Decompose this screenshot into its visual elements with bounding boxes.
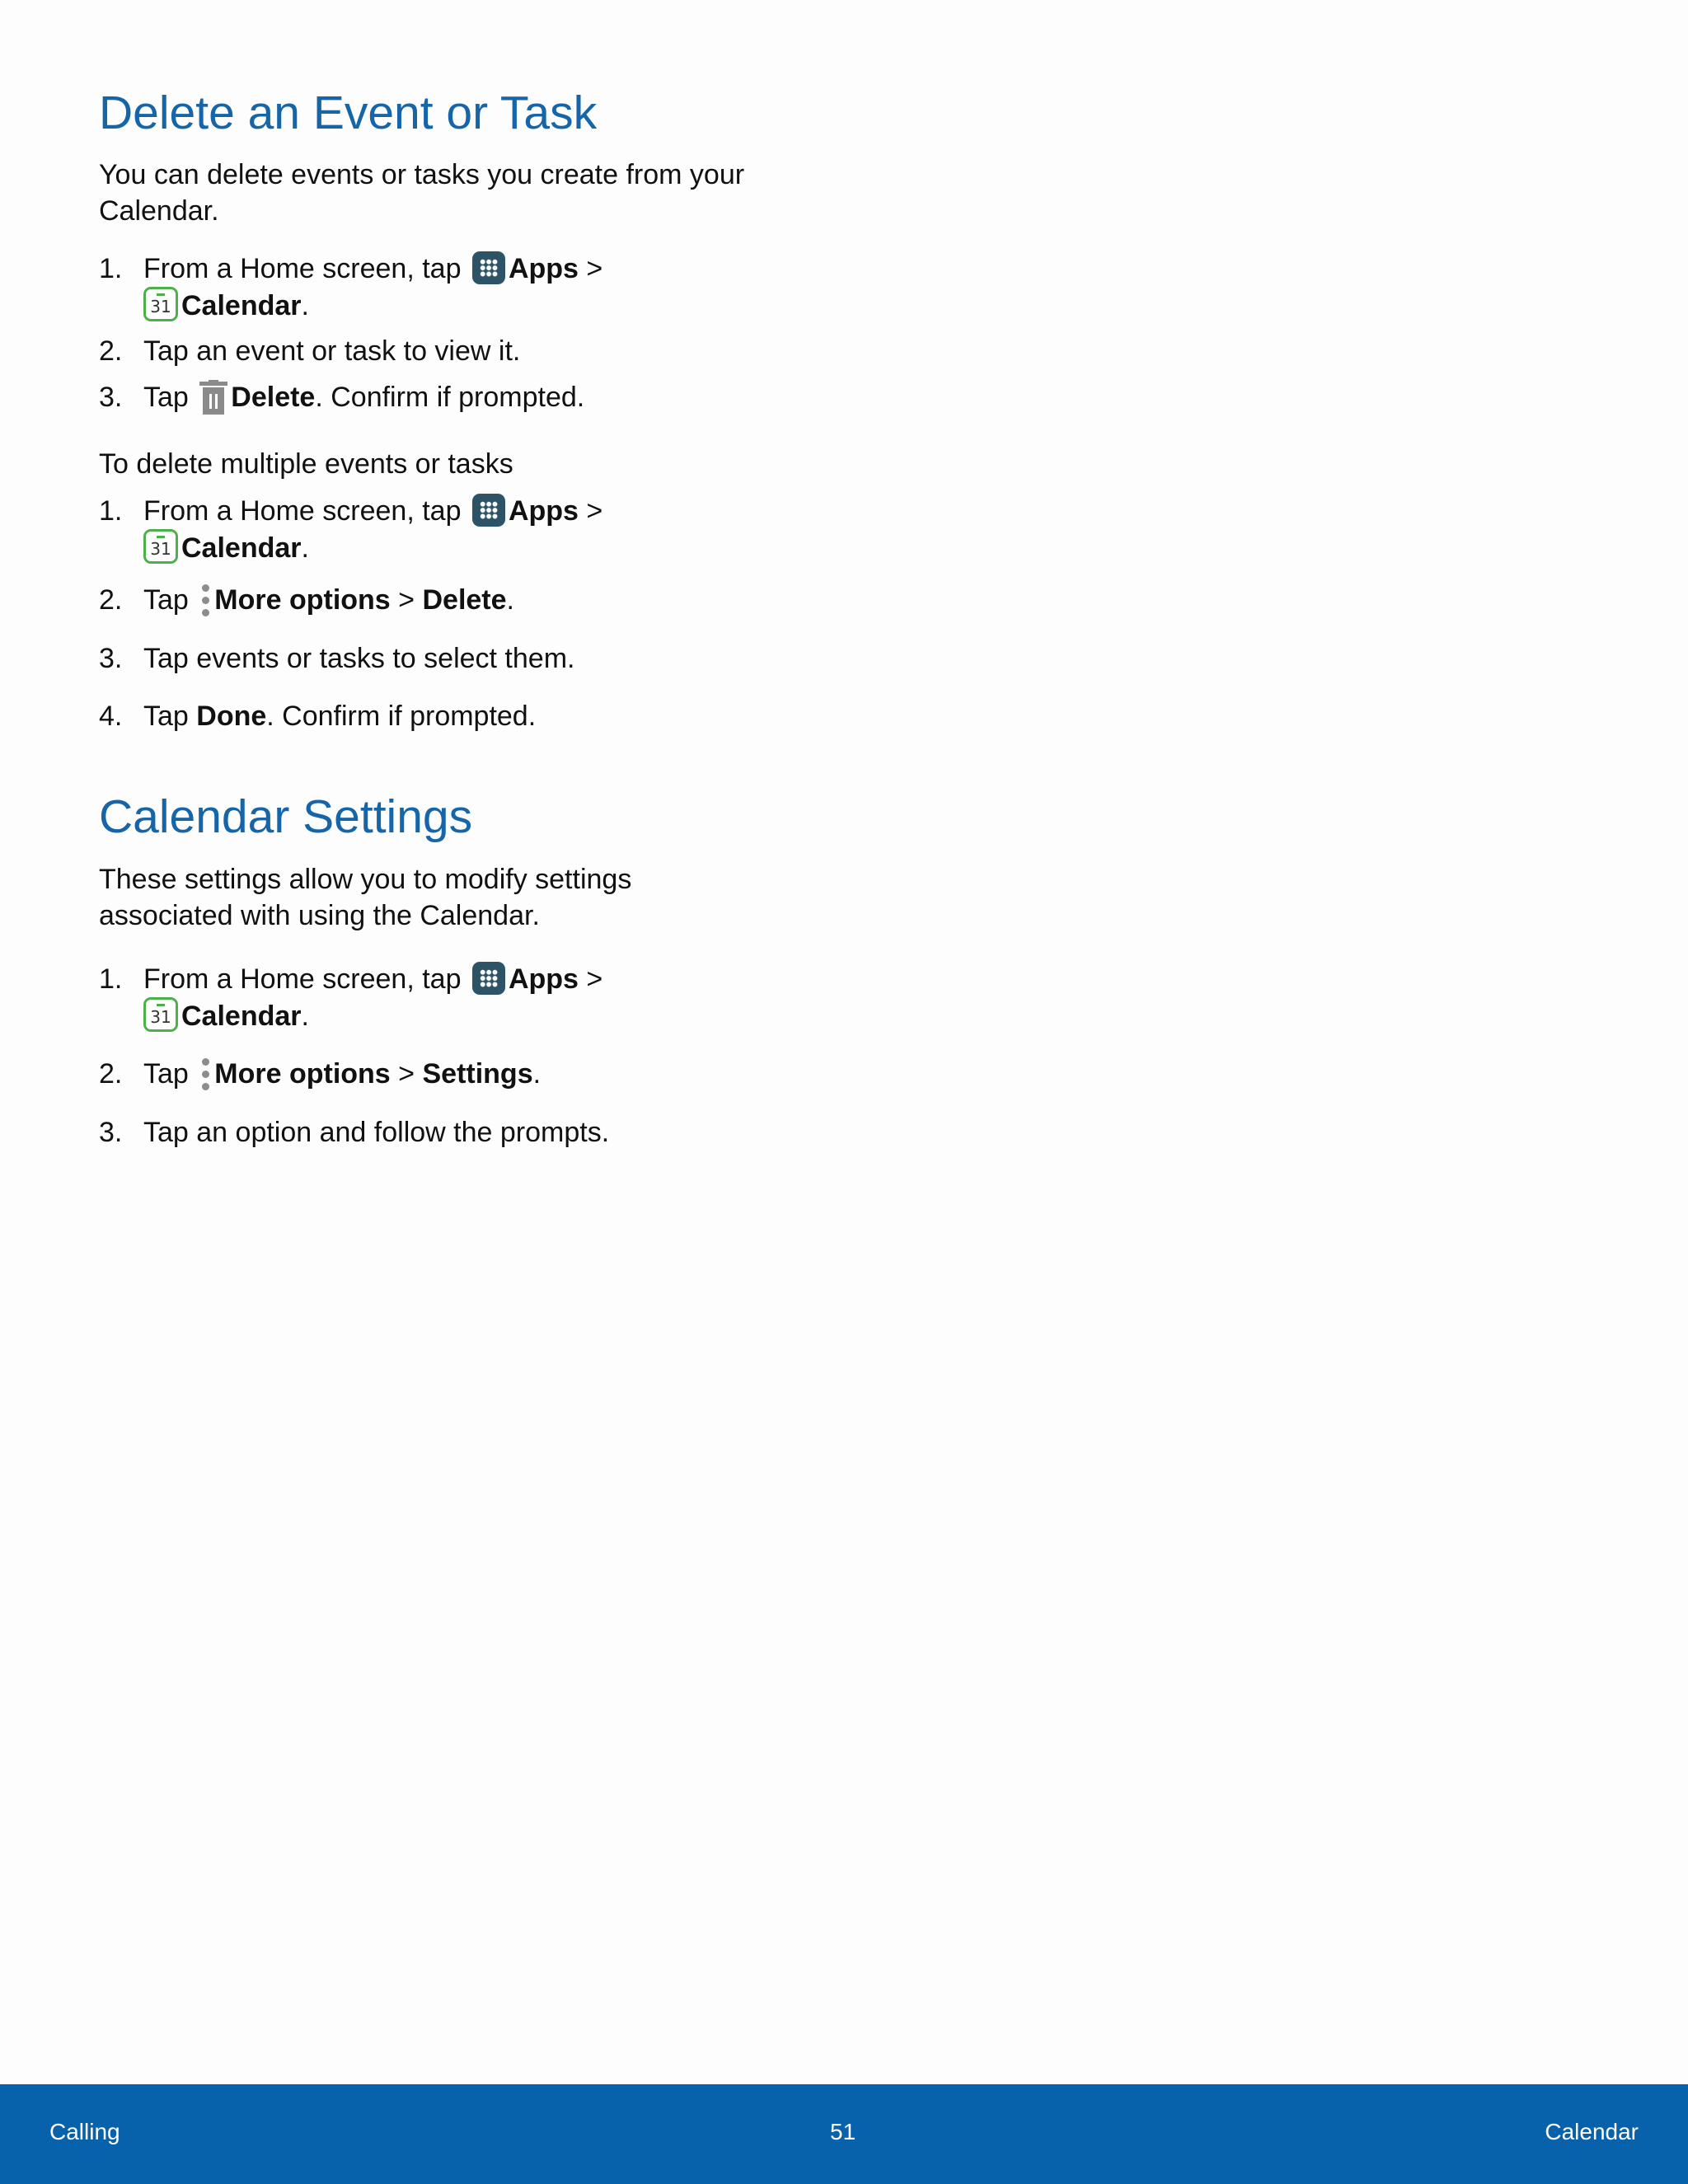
more-options-icon (199, 1057, 211, 1091)
step-text (143, 1056, 819, 1092)
step-number: 2. (99, 335, 123, 367)
step-separator: > (586, 963, 603, 995)
step-text-pre: Tap (143, 1058, 189, 1090)
calendar-icon-day: 31 (150, 297, 171, 316)
step-text-pre: Tap (143, 382, 189, 413)
step-end: . (301, 1001, 309, 1032)
step-text-rest: . Confirm if prompted. (315, 382, 585, 413)
subheading-delete-multiple: To delete multiple events or tasks (99, 448, 513, 480)
step-text-pre: Tap (143, 701, 189, 732)
more-options-icon (199, 583, 211, 617)
step-end: . (532, 1058, 542, 1090)
step-number: 2. (99, 1058, 123, 1090)
step-number: 2. (99, 584, 123, 616)
step-text: Tap an option and follow the prompts. (143, 1117, 610, 1148)
delete-label: Delete (231, 382, 316, 413)
step-separator: > (398, 1058, 415, 1090)
apps-grid-icon (472, 494, 505, 527)
calendar-label: Calendar (181, 532, 302, 564)
apps-label: Apps (508, 253, 579, 284)
step-text: Tap an event or task to view it. (143, 335, 521, 367)
trash-icon (199, 380, 227, 415)
step-separator: > (398, 584, 415, 616)
settings-label: Settings (422, 1058, 533, 1090)
calendar-icon (143, 529, 178, 564)
section-intro-settings: These settings allow you to modify settings associated with using the Calendar. (99, 864, 632, 931)
step-end: . (301, 290, 309, 321)
step-number: 3. (99, 382, 123, 413)
step-text-pre: From a Home screen, tap (143, 253, 462, 284)
calendar-icon (143, 997, 178, 1032)
calendar-icon (143, 287, 178, 321)
step-text (143, 698, 819, 734)
step-text-rest: . Confirm if prompted. (266, 701, 537, 732)
footer-right-link[interactable]: Calendar (1545, 2119, 1639, 2144)
step-text (143, 582, 819, 618)
section-title-settings: Calendar Settings (99, 790, 473, 843)
step-text (143, 251, 819, 324)
calendar-label: Calendar (181, 290, 302, 321)
step-separator: > (586, 253, 603, 284)
step-end: . (506, 584, 514, 616)
more-options-label: More options (214, 1058, 391, 1090)
section-intro-delete: You can delete events or tasks you create from your Calendar. (99, 159, 745, 227)
step-number: 3. (99, 643, 123, 674)
step-number: 1. (99, 253, 123, 284)
step-number: 1. (99, 495, 123, 527)
step-number: 4. (99, 701, 123, 732)
apps-grid-icon (472, 251, 505, 284)
step-text-pre: From a Home screen, tap (143, 963, 462, 995)
step-separator: > (586, 495, 603, 527)
apps-label: Apps (508, 963, 579, 995)
done-label: Done (196, 701, 267, 732)
section-title-delete: Delete an Event or Task (99, 87, 598, 139)
apps-grid-icon (472, 962, 505, 995)
step-text (143, 961, 819, 1034)
apps-label: Apps (508, 495, 579, 527)
step-text-pre: Tap (143, 584, 189, 616)
more-options-label: More options (214, 584, 391, 616)
step-text (143, 379, 819, 415)
delete-label: Delete (422, 584, 507, 616)
step-number: 1. (99, 963, 123, 995)
page-footer (0, 2084, 1688, 2184)
calendar-icon-day: 31 (150, 1007, 171, 1027)
step-end: . (301, 532, 309, 564)
page-number: 51 (830, 2119, 856, 2144)
footer-left-link[interactable]: Calling (49, 2119, 120, 2144)
step-text (143, 493, 819, 566)
calendar-icon-day: 31 (150, 539, 171, 559)
calendar-label: Calendar (181, 1001, 302, 1032)
step-text: Tap events or tasks to select them. (143, 643, 575, 674)
step-number: 3. (99, 1117, 123, 1148)
step-text-pre: From a Home screen, tap (143, 495, 462, 527)
